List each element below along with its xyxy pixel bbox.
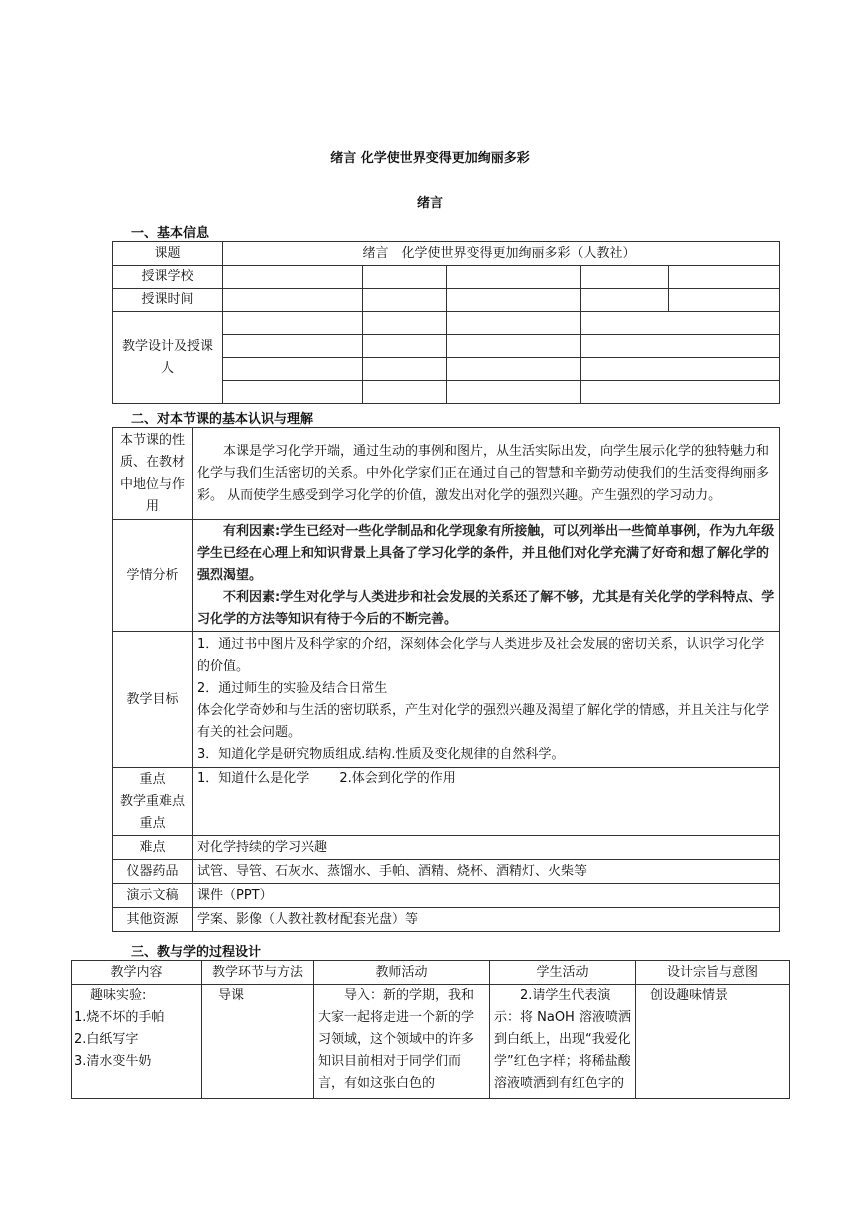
- difficulty-label: 难点: [113, 836, 193, 860]
- header-teacher: 教师活动: [314, 961, 490, 985]
- cell: [223, 381, 363, 404]
- key-value: 1．知道什么是化学 2.体会到化学的作用: [193, 768, 780, 836]
- analysis-unfavorable: 不利因素:学生对化学与人类进步和社会发展的关系还了解不够，尤其是有关化学的学科特点、学习化学的方法等知识有待于今后的不断完善。: [197, 589, 775, 627]
- cell: [363, 358, 447, 381]
- cell: [363, 335, 447, 358]
- equipment-label: 仪器药品: [113, 860, 193, 884]
- cell: [581, 312, 780, 335]
- key-label-1: 重点: [139, 771, 166, 787]
- analysis-favorable: 有利因素:学生已经对一些化学制品和化学现象有所接触，可以列举出一些简单事例，作为九年级学生已经在心理上和知识背景上具备了学习化学的条件，并且他们对化学充满了好奇和想了解化学的强烈渴望。: [197, 523, 775, 583]
- cell: [447, 358, 581, 381]
- method-value: 导课: [202, 985, 314, 1099]
- cell: [669, 266, 780, 289]
- cell: [581, 358, 780, 381]
- cell: [363, 266, 447, 289]
- demo-value: 课件（PPT）: [193, 884, 780, 908]
- cell: [581, 266, 669, 289]
- designer-label: 教学设计及授课人: [113, 312, 223, 404]
- goal-item: 2．通过师生的实验及结合日常生: [197, 680, 388, 696]
- cell: [669, 289, 780, 312]
- section-1-heading: 一、基本信息: [131, 226, 210, 241]
- header-method: 教学环节与方法: [202, 961, 314, 985]
- student-activity: 2.请学生代表演示：将 NaOH 溶液喷洒到白纸上，出现“我爱化学”红色字样；将稀盐酸溶液喷洒到有红色字的: [494, 988, 631, 1091]
- other-label: 其他资源: [113, 908, 193, 932]
- document-subtitle: 绪言: [416, 196, 443, 211]
- content-item: 2.白纸写字: [74, 1032, 139, 1047]
- cell: [363, 381, 447, 404]
- content-item: 3.清水变牛奶: [74, 1054, 152, 1069]
- time-label: 授课时间: [113, 289, 223, 312]
- cell: [447, 312, 581, 335]
- school-label: 授课学校: [113, 266, 223, 289]
- content-item: 1.烧不坏的手帕: [74, 1010, 165, 1025]
- cell: [223, 312, 363, 335]
- header-purpose: 设计宗旨与意图: [636, 961, 790, 985]
- topic-label: 课题: [113, 242, 223, 266]
- process-table: [71, 960, 790, 1099]
- cell: [223, 358, 363, 381]
- cell: [223, 335, 363, 358]
- key-label-2: 教学重难点: [119, 793, 185, 809]
- topic-value: 绪言 化学使世界变得更加绚丽多彩（人教社）: [223, 242, 780, 266]
- basic-info-table: [112, 241, 780, 404]
- purpose-value: 创设趣味情景: [636, 985, 790, 1099]
- equipment-value: 试管、导管、石灰水、蒸馏水、手帕、酒精、烧杯、酒精灯、火柴等: [193, 860, 780, 884]
- cell: [581, 381, 780, 404]
- difficulty-value: 对化学持续的学习兴趣: [193, 836, 780, 860]
- document-title: 绪言 化学使世界变得更加绚丽多彩: [330, 151, 530, 166]
- cell: [363, 289, 447, 312]
- understanding-table: [112, 427, 780, 932]
- goal-item: 体会化学奇妙和与生活的密切联系，产生对化学的强烈兴趣及渴望了解化学的情感，并且关注与化学有关的社会问题。: [197, 702, 770, 740]
- goal-item: 3．知道化学是研究物质组成.结构.性质及变化规律的自然科学。: [197, 746, 565, 762]
- cell: [447, 266, 581, 289]
- cell: [581, 335, 780, 358]
- cell: [447, 289, 581, 312]
- header-student: 学生活动: [490, 961, 636, 985]
- other-value: 学案、影像（人教社教材配套光盘）等: [193, 908, 780, 932]
- teacher-activity: 导入：新的学期，我和大家一起将走进一个新的学习领域，这个领域中的许多知识目前相对于同学们而言，有如这张白色的: [318, 988, 475, 1091]
- analysis-label: 学情分析: [113, 520, 193, 632]
- section-3-heading: 三、教与学的过程设计: [131, 945, 262, 960]
- cell: [447, 381, 581, 404]
- cell: [363, 312, 447, 335]
- demo-label: 演示文稿: [113, 884, 193, 908]
- content-heading: 趣味实验:: [90, 988, 147, 1003]
- cell: [223, 289, 363, 312]
- section-2-heading: 二、对本节课的基本认识与理解: [131, 412, 314, 427]
- cell: [581, 289, 669, 312]
- key-label-3: 重点: [139, 815, 166, 831]
- cell: [223, 266, 363, 289]
- cell: [447, 335, 581, 358]
- nature-text: 本课是学习化学开端，通过生动的事例和图片，从生活实际出发，向学生展示化学的独特魅力和化学与我们生活密切的关系。中外化学家们正在通过自己的智慧和辛勤劳动使我们的生活变得绚丽多彩。 从而使学生感受到学习化学的价值，激发出对化学的强烈兴趣。产生强烈的学习动力。: [197, 443, 770, 503]
- goal-item: 1．通过书中图片及科学家的介绍，深刻体会化学与人类进步及社会发展的密切关系，认识学习化学的价值。: [197, 636, 765, 674]
- header-content: 教学内容: [72, 961, 202, 985]
- nature-label: 本节课的性质、在教材中地位与作用: [113, 428, 193, 520]
- goals-label: 教学目标: [113, 632, 193, 768]
